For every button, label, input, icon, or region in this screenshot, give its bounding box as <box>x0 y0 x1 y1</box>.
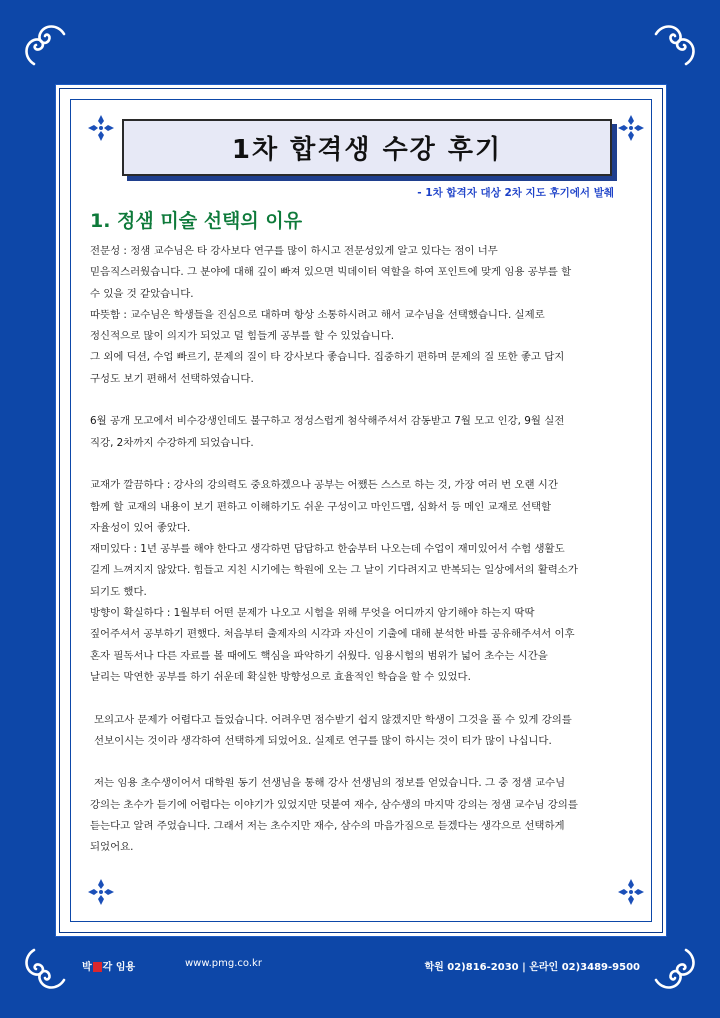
body-line: 따뜻함 : 교수님은 학생들을 진심으로 대하며 항상 소통하시려고 해서 교수님을 선택했습니다. 실제로 <box>90 308 545 321</box>
logo-text-left: 박 <box>82 962 92 973</box>
footer <box>0 958 720 980</box>
body-line: 혼자 필독서나 다른 자료를 볼 때에도 핵심을 파악하기 쉬웠다. 임용시험의 범위가 넓어 초수는 시간을 <box>90 649 548 662</box>
diamond-ornament-icon-bottom-right <box>616 877 646 907</box>
diamond-ornament-icon-top-left <box>86 113 116 143</box>
diamond-ornament-icon-top-right <box>616 113 646 143</box>
body-line: 길게 느껴지지 않았다. 힘들고 지친 시기에는 학원에 오는 그 날이 기다려지고 반복되는 일상에서의 활력소가 <box>90 564 578 577</box>
section-title: 1. 정샘 미술 선택의 이유 <box>90 210 303 232</box>
body-line: 함께 할 교재의 내용이 보기 편하고 이해하기도 쉬운 구성이고 마인드맵, 심화서 등 메인 교재로 선택할 <box>90 500 552 513</box>
body-line: 6월 공개 모고에서 비수강생인데도 불구하고 정성스럽게 첨삭해주셔서 감동받고 7월 모고 인강, 9월 실전 <box>90 415 565 428</box>
logo-text-right: 각 임용 <box>102 962 136 973</box>
body-line: 되었어요. <box>90 841 134 854</box>
blank-line <box>90 454 650 475</box>
body-line: 모의고사 문제가 어렵다고 들었습니다. 어려우면 점수받기 쉽지 않겠지만 학생이 그것을 풀 수 있게 강의를 <box>94 713 572 726</box>
body-line: 방향이 확실하다 : 1월부터 어떤 문제가 나오고 시험을 위해 무엇을 어디까지 암기해야 하는지 딱딱 <box>90 607 535 620</box>
body-line: 전문성 : 정샘 교수님은 타 강사보다 연구를 많이 하시고 전문성있게 알고 있다는 점이 너무 <box>90 245 498 257</box>
body-line: 강의는 초수가 듣기에 어렵다는 이야기가 있었지만 덧붙여 재수, 삼수생의 마지막 강의는 정샘 교수님 강의를 <box>90 798 578 811</box>
website-link[interactable]: www.pmg.co.kr <box>185 958 262 969</box>
diamond-ornament-icon-bottom-left <box>86 877 116 907</box>
subtitle: - 1차 합격자 대상 2차 지도 후기에서 발췌 <box>417 187 614 199</box>
body-text <box>90 241 650 859</box>
body-line: 듣는다고 알려 주었습니다. 그래서 저는 초수지만 재수, 삼수의 마음가짐으로 듣겠다는 생각으로 선택하게 <box>90 820 565 833</box>
body-line: 구성도 보기 편해서 선택하였습니다. <box>90 372 254 385</box>
logo <box>82 958 135 973</box>
body-line: 수 있을 것 같았습니다. <box>90 287 194 300</box>
blank-line <box>90 390 650 411</box>
blank-line <box>90 752 650 773</box>
body-line: 짚어주셔서 공부하기 편했다. 처음부터 출제자의 시각과 자신이 기출에 대해 분석한 바를 공유해주셔서 이후 <box>90 628 575 641</box>
body-line: 그 외에 딕션, 수업 빠르기, 문제의 질이 타 강사보다 좋습니다. 집중하기 편하며 문제의 질 또한 좋고 답지 <box>90 351 565 364</box>
contact-info: 학원 02)816-2030 | 온라인 02)3489-9500 <box>424 962 640 973</box>
logo-mark-icon <box>93 962 102 972</box>
title-box <box>122 119 612 176</box>
body-line: 자율성이 있어 좋았다. <box>90 521 191 534</box>
body-line: 저는 임용 초수생이어서 대학원 동기 선생님을 통해 강사 선생님의 정보를 얻었습니다. 그 중 정샘 교수님 <box>94 777 566 790</box>
body-line: 되기도 했다. <box>90 585 147 598</box>
blank-line <box>90 688 650 709</box>
body-line: 날리는 막연한 공부를 하기 쉬운데 확실한 방향성으로 효율적인 학습을 할 수 있었다. <box>90 670 471 683</box>
corner-swirl-icon-top-left <box>20 20 70 70</box>
body-line: 교재가 깔끔하다 : 강사의 강의력도 중요하겠으나 공부는 어쨌든 스스로 하는 것, 가장 여러 번 오랜 시간 <box>90 479 558 492</box>
body-line: 재미있다 : 1년 공부를 해야 한다고 생각하면 답답하고 한숨부터 나오는데 수업이 재미있어서 수험 생활도 <box>90 543 565 556</box>
body-line: 직강, 2차까지 수강하게 되었습니다. <box>90 436 254 449</box>
body-line: 선보이시는 것이라 생각하여 선택하게 되었어요. 실제로 연구를 많이 하시는 것이 티가 많이 나십니다. <box>94 734 552 747</box>
body-line: 믿음직스러웠습니다. 그 분야에 대해 깊이 빠져 있으면 빅데이터 역할을 하여 포인트에 맞게 임용 공부를 할 <box>90 266 572 279</box>
document-page <box>59 88 663 933</box>
body-line: 정신적으로 많이 의지가 되었고 덜 힘들게 공부를 할 수 있었습니다. <box>90 330 395 343</box>
corner-swirl-icon-top-right <box>650 20 700 70</box>
page-title: 1차 합격생 수강 후기 <box>231 135 503 165</box>
